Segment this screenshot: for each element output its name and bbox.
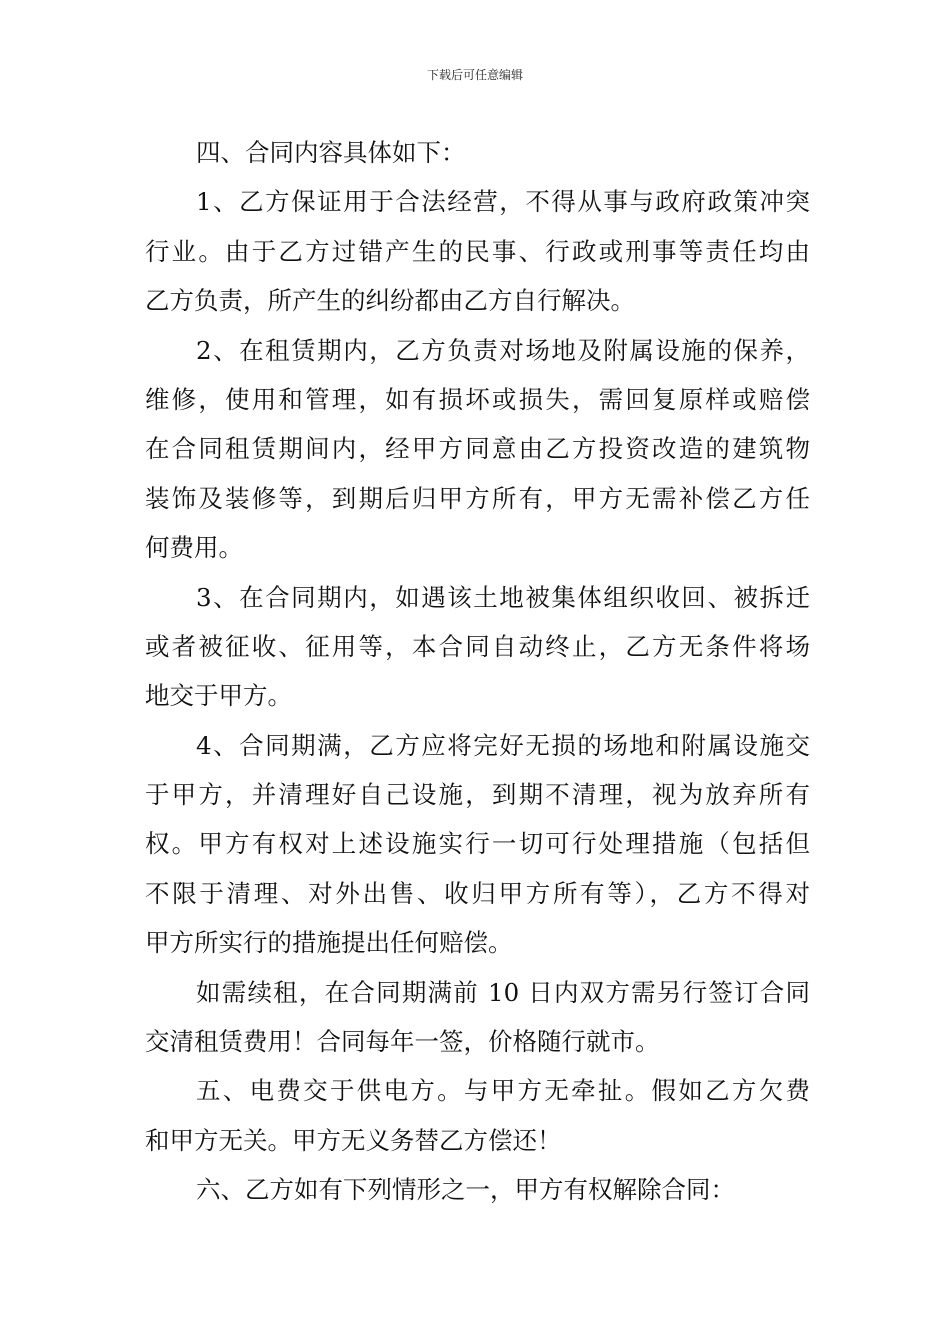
text-line: 或者被征收、征用等，本合同自动终止，乙方无条件将场 (145, 631, 810, 661)
text-line: 不限于清理、对外出售、收归甲方所有等），乙方不得对 (145, 878, 810, 908)
text-line: 交清租赁费用！合同每年一签，价格随行就市。 (145, 1027, 660, 1057)
text-line: 四、合同内容具体如下： (196, 138, 466, 167)
text-line: 行业。由于乙方过错产生的民事、行政或刑事等责任均由 (145, 236, 810, 266)
text-line: 4、合同期满，乙方应将完好无损的场地和附属设施交 (196, 730, 810, 760)
text-line: 六、乙方如有下列情形之一，甲方有权解除合同： (196, 1175, 735, 1205)
text-line: 维修，使用和管理，如有损坏或损失，需回复原样或赔偿 (145, 384, 810, 414)
text-line: 五、电费交于供电方。与甲方无牵扯。假如乙方欠费 (196, 1076, 810, 1106)
text-line: 1、乙方保证用于合法经营，不得从事与政府政策冲突 (196, 187, 810, 217)
text-line: 地交于甲方。 (145, 681, 292, 711)
text-line: 乙方负责，所产生的纠纷都由乙方自行解决。 (145, 286, 635, 316)
text-line: 何费用。 (145, 533, 243, 563)
text-line: 和甲方无关。甲方无义务替乙方偿还！ (145, 1125, 562, 1155)
page-header: 下载后可任意编辑 (426, 68, 523, 82)
text-line: 权。甲方有权对上述设施实行一切可行处理措施（包括但 (145, 829, 810, 859)
text-line: 于甲方，并清理好自己设施，到期不清理，视为放弃所有 (145, 780, 810, 810)
text-line: 在合同租赁期间内，经甲方同意由乙方投资改造的建筑物 (145, 434, 810, 464)
text-line: 装饰及装修等，到期后归甲方所有，甲方无需补偿乙方任 (145, 483, 810, 513)
document-body (145, 128, 810, 1215)
text-line: 如需续租，在合同期满前 10 日内双方需另行签订合同 (196, 977, 810, 1007)
text-line: 甲方所实行的措施提出任何赔偿。 (145, 928, 513, 958)
text-line: 3、在合同期内，如遇该土地被集体组织收回、被拆迁 (196, 582, 810, 612)
text-line: 2、在租赁期内，乙方负责对场地及附属设施的保养， (196, 335, 810, 365)
